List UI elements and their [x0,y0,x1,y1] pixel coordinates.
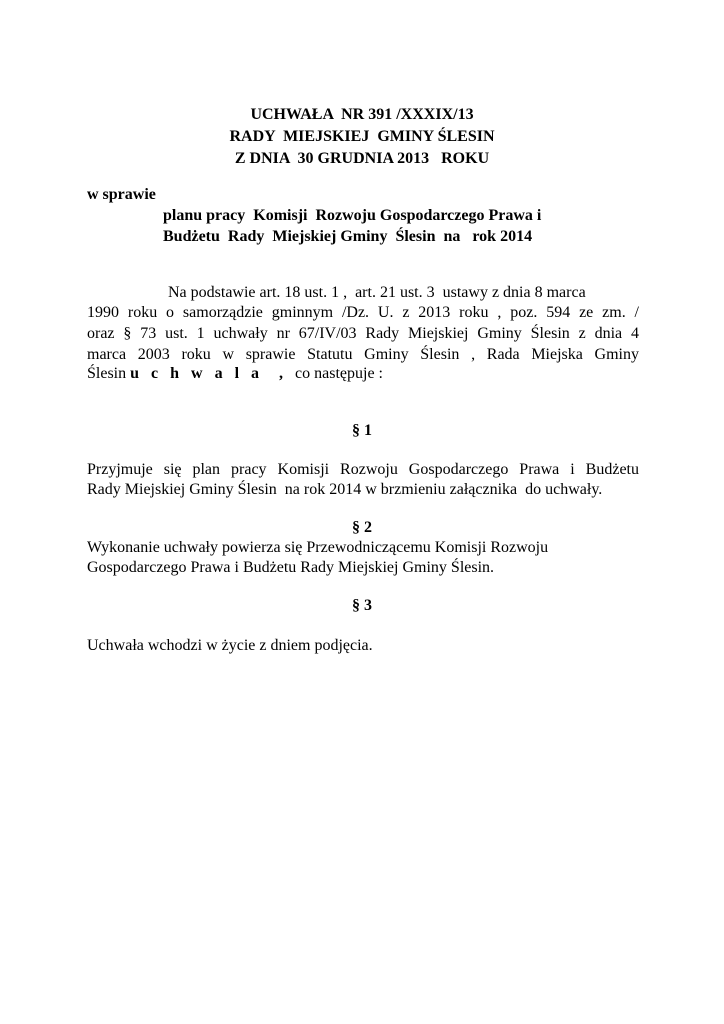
preamble-line-5-start: Ślesin [87,365,131,382]
preamble-line-5 [87,364,383,384]
resolution-number: UCHWAŁA NR 391 /XXXIX/13 [250,106,474,123]
resolves-word: u c h w a l a , [130,365,288,382]
preamble-line-2: 1990 roku o samorządzie gminnym /Dz. U. z 2013 roku , poz. 594 ze zm. / [87,304,639,321]
section-1-sign: § 1 [352,422,372,439]
preamble-line-4: marca 2003 roku w sprawie Statutu Gminy Ślesin , Rada Miejska Gminy [87,346,639,363]
section-3-line-1: Uchwała wchodzi w życie z dniem podjęcia. [87,637,373,654]
section-1-line-1: Przyjmuje się plan pracy Komisji Rozwoju Gospodarczego Prawa i Budżetu [87,461,639,478]
section-1-line-2: Rady Miejskiej Gminy Ślesin na rok 2014 w brzmieniu załącznika do uchwały. [87,481,603,498]
preamble-line-3: oraz § 73 ust. 1 uchwały nr 67/IV/03 Rady Miejskiej Gminy Ślesin z dnia 4 [87,325,639,342]
section-2-sign: § 2 [352,519,372,536]
section-3-sign: § 3 [352,597,372,614]
section-2-line-1: Wykonanie uchwały powierza się Przewodniczącemu Komisji Rozwoju [87,539,549,556]
preamble-line-1: Na podstawie art. 18 ust. 1 , art. 21 ust. 3 ustawy z dnia 8 marca [168,284,586,301]
preamble-line-5-end: co następuje : [287,365,383,382]
subject-line-2: Budżetu Rady Miejskiej Gminy Ślesin na rok 2014 [163,228,533,245]
subject-line-1: planu pracy Komisji Rozwoju Gospodarczego Prawa i [163,207,542,224]
resolution-date: Z DNIA 30 GRUDNIA 2013 ROKU [234,150,490,167]
section-2-line-2: Gospodarczego Prawa i Budżetu Rady Miejskiej Gminy Ślesin. [87,559,495,576]
council-name: RADY MIEJSKIEJ GMINY ŚLESIN [229,128,495,145]
subject-intro: w sprawie [87,186,156,203]
